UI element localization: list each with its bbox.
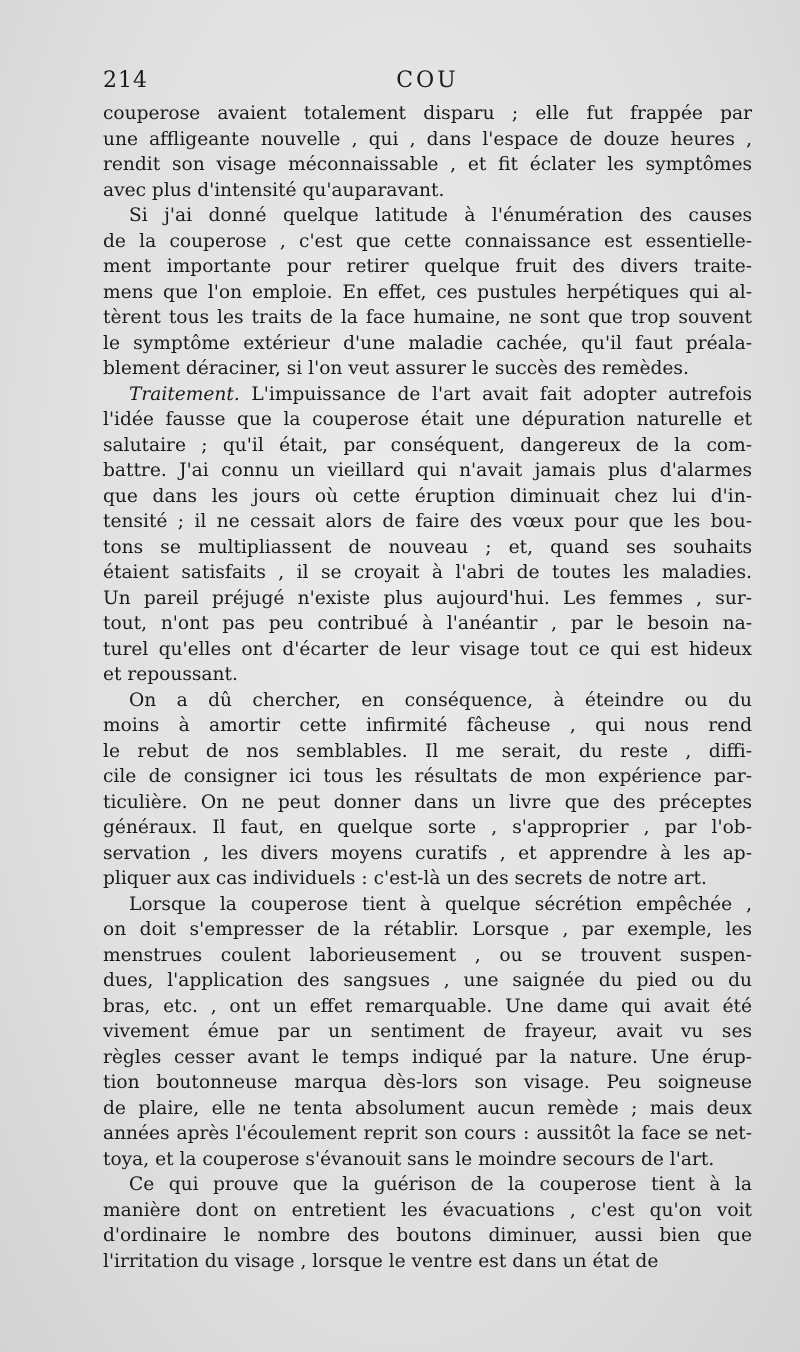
line-text: couperose avaient totalement disparu ; elle fut frappée par xyxy=(103,103,752,124)
text-line xyxy=(103,1096,752,1122)
line-text: moins à amortir cette infirmité fâcheuse , qui nous rend xyxy=(103,715,752,736)
line-text: l'irritation du visage , lorsque le ventre est dans un état de xyxy=(103,1250,659,1272)
text-line xyxy=(103,509,752,535)
text-line xyxy=(103,305,752,331)
text-line xyxy=(103,331,752,357)
text-line xyxy=(103,892,752,918)
paragraph xyxy=(103,203,752,382)
line-text: bras, etc. , ont un effet remarquable. Une dame qui avait été xyxy=(103,995,752,1017)
page-header xyxy=(103,68,752,100)
line-text: rendit son visage méconnaissable , et fit éclater les symptômes xyxy=(103,154,752,175)
text-line xyxy=(103,637,752,663)
text-line xyxy=(103,739,752,765)
line-text: toya, et la couperose s'évanouit sans le moindre secours de l'art. xyxy=(103,1148,715,1170)
line-text: menstrues coulent laborieusement , ou se trouvent suspen- xyxy=(103,944,752,966)
text-line xyxy=(103,382,752,408)
text-line xyxy=(103,229,752,255)
line-text: l'idée fausse que la couperose était une dépuration naturelle et xyxy=(103,409,752,430)
text-line xyxy=(103,101,752,127)
paragraph xyxy=(103,382,752,688)
text-line xyxy=(103,1045,752,1071)
line-text: et repoussant. xyxy=(103,664,238,685)
line-text: mens que l'on emploie. En effet, ces pustules herpétiques qui al- xyxy=(103,281,752,303)
line-text: pliquer aux cas individuels : c'est-là un des secrets de notre art. xyxy=(103,868,707,889)
line-text: battre. J'ai connu un vieillard qui n'avait jamais plus d'alarmes xyxy=(103,460,752,481)
running-head: COU xyxy=(396,68,459,93)
text-line xyxy=(103,1019,752,1045)
line-text: Lorsque la couperose tient à quelque sécrétion empêchée , xyxy=(129,893,752,915)
line-text: tion boutonneuse marqua dès-lors son visage. Peu soigneuse xyxy=(103,1072,752,1093)
paragraph xyxy=(103,892,752,1173)
text-line xyxy=(103,152,752,178)
line-text: vivement émue par un sentiment de frayeur, avait vu ses xyxy=(103,1021,752,1042)
text-line xyxy=(103,535,752,561)
text-line xyxy=(103,841,752,867)
paragraph xyxy=(103,688,752,892)
text-line xyxy=(103,280,752,306)
line-text: ticulière. On ne peut donner dans un livre que des préceptes xyxy=(103,791,752,813)
line-text: le symptôme extérieur d'une maladie cachée, qu'il faut préala- xyxy=(103,332,752,354)
line-text: étaient satisfaits , il se croyait à l'abri de toutes les maladies. xyxy=(103,562,752,583)
text-line xyxy=(103,1121,752,1147)
text-line xyxy=(103,560,752,586)
text-line xyxy=(103,713,752,739)
text-line xyxy=(103,1147,752,1173)
line-text: blement déraciner, si l'on veut assurer le succès des remèdes. xyxy=(103,358,689,379)
text-line xyxy=(103,968,752,994)
text-line xyxy=(103,1198,752,1224)
line-text: dues, l'application des sangsues , une saignée du pied ou du xyxy=(103,970,752,991)
paragraph xyxy=(103,1172,752,1274)
line-text: Un pareil préjugé n'existe plus aujourd'hui. Les femmes , sur- xyxy=(103,587,752,609)
line-text: manière dont on entretient les évacuations , c'est qu'on voit xyxy=(103,1199,752,1221)
paragraph xyxy=(103,101,752,203)
text-line xyxy=(103,1223,752,1249)
text-line xyxy=(103,203,752,229)
text-line xyxy=(103,433,752,459)
line-text: que dans les jours où cette éruption diminuait chez lui d'in- xyxy=(103,485,752,507)
text-line xyxy=(103,688,752,714)
text-line xyxy=(103,994,752,1020)
line-text: L'impuissance de l'art avait fait adopter autrefois xyxy=(239,383,752,405)
text-line xyxy=(103,662,752,688)
text-line xyxy=(103,484,752,510)
line-text: cile de consigner ici tous les résultats de mon expérience par- xyxy=(103,766,752,787)
section-heading: Traitement. xyxy=(129,383,240,405)
text-line xyxy=(103,917,752,943)
line-text: Si j'ai donné quelque latitude à l'énumération des causes xyxy=(129,205,752,226)
line-text: de la couperose , c'est que cette connaissance est essentielle- xyxy=(103,230,752,252)
text-line xyxy=(103,1249,752,1275)
line-text: de plaire, elle ne tenta absolument aucun remède ; mais deux xyxy=(103,1097,752,1119)
line-text: ment importante pour retirer quelque fruit des divers traite- xyxy=(103,256,752,277)
line-text: on doit s'empresser de la rétablir. Lorsque , par exemple, les xyxy=(103,919,752,940)
text-line xyxy=(103,943,752,969)
line-text: généraux. Il faut, en quelque sorte , s'approprier , par l'ob- xyxy=(103,817,752,838)
text-line xyxy=(103,586,752,612)
line-text: tons se multipliassent de nouveau ; et, quand ses souhaits xyxy=(103,536,752,558)
line-text: le rebut de nos semblables. Il me serait, du reste , diffi- xyxy=(103,740,752,762)
text-line xyxy=(103,127,752,153)
text-line xyxy=(103,458,752,484)
text-line xyxy=(103,254,752,280)
text-line xyxy=(103,611,752,637)
line-text: règles cesser avant le temps indiqué par la nature. Une érup- xyxy=(103,1046,752,1068)
line-text: turel qu'elles ont d'écarter de leur visage tout ce qui est hideux xyxy=(103,638,752,660)
text-line xyxy=(103,815,752,841)
text-line xyxy=(103,790,752,816)
line-text: d'ordinaire le nombre des boutons diminuer, aussi bien que xyxy=(103,1225,752,1246)
line-text: salutaire ; qu'il était, par conséquent, dangereux de la com- xyxy=(103,434,752,456)
line-text: On a dû chercher, en conséquence, à éteindre ou du xyxy=(129,689,752,711)
page-body xyxy=(103,101,752,1274)
line-text: tensité ; il ne cessait alors de faire des vœux pour que les bou- xyxy=(103,511,752,532)
text-line xyxy=(103,1172,752,1198)
text-line xyxy=(103,866,752,892)
line-text: avec plus d'intensité qu'auparavant. xyxy=(103,179,445,201)
line-text: une affligeante nouvelle , qui , dans l'espace de douze heures , xyxy=(103,128,752,150)
text-line xyxy=(103,407,752,433)
page-number: 214 xyxy=(103,68,148,93)
line-text: servation , les divers moyens curatifs , et apprendre à les ap- xyxy=(103,842,752,864)
line-text: Ce qui prouve que la guérison de la couperose tient à la xyxy=(129,1174,752,1195)
text-line xyxy=(103,764,752,790)
line-text: années après l'écoulement reprit son cours : aussitôt la face se net- xyxy=(103,1123,752,1144)
line-text: tèrent tous les traits de la face humaine, ne sont que trop souvent xyxy=(103,307,752,328)
text-line xyxy=(103,356,752,382)
text-line xyxy=(103,178,752,204)
line-text: tout, n'ont pas peu contribué à l'anéantir , par le besoin na- xyxy=(103,613,752,634)
text-line xyxy=(103,1070,752,1096)
